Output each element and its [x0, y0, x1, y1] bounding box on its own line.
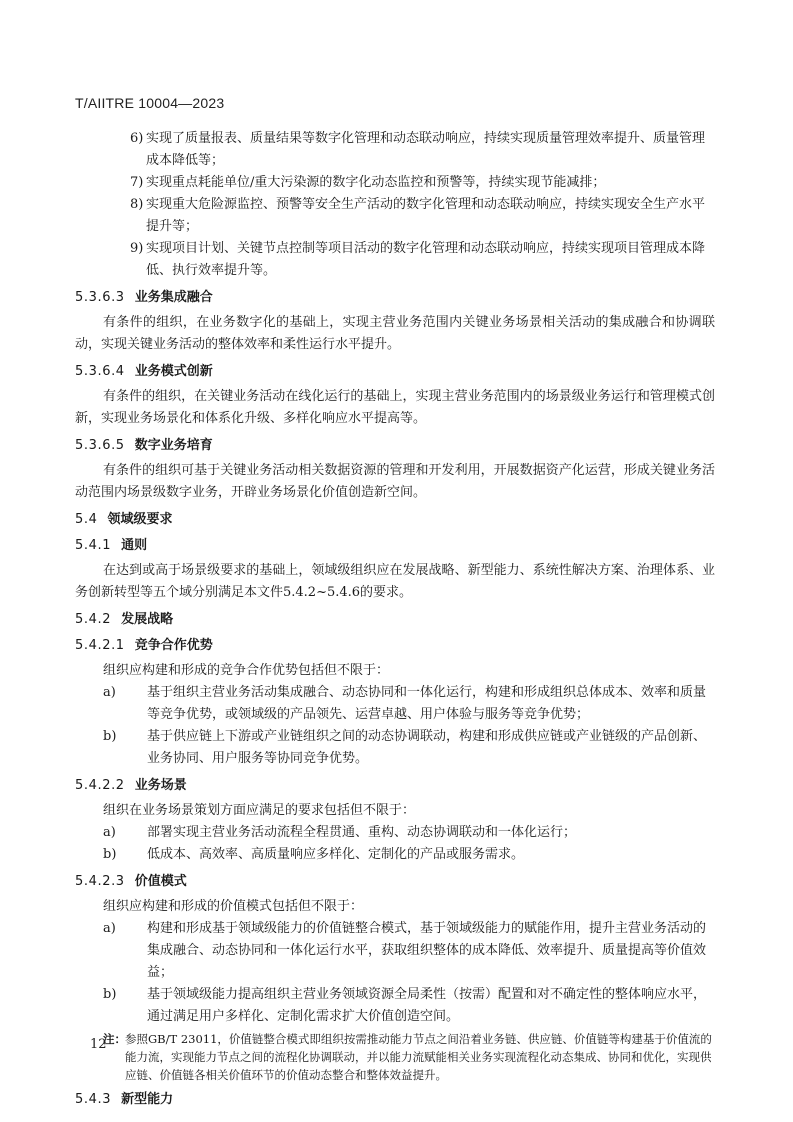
body-paragraph: 有条件的组织可基于关键业务活动相关数据资源的管理和开发利用，开展数据资产化运营，形成关键业务活动范围内场景级数字业务，开辟业务场景化价值创造新空间。	[75, 463, 715, 500]
list-item	[75, 822, 715, 844]
list-item	[75, 984, 715, 1028]
section-number: 5.4.2.1	[75, 638, 125, 653]
list-item-text: 基于组织主营业务活动集成融合、动态协同和一体化运行，构建和形成组织总体成本、效率和质量等竞争优势，或领域级的产品领先、运营卓越、用户体验与服务等竞争优势；	[147, 685, 707, 722]
list-item-text: 部署实现主营业务活动流程全程贯通、重构、动态协调联动和一体化运行；	[147, 825, 577, 840]
page-number: 12	[90, 1037, 107, 1052]
body-paragraph: 在达到或高于场景级要求的基础上，领域级组织应在发展战略、新型能力、系统性解决方案、治理体系、业务创新转型等五个域分别满足本文件5.4.2~5.4.6的要求。	[75, 563, 715, 600]
section-title: 新型能力	[121, 1092, 174, 1107]
list-lead-in: 组织在业务场景策划方面应满足的要求包括但不限于：	[103, 803, 416, 818]
section-heading-5-3-6-5	[75, 436, 715, 456]
list-marker: a)	[103, 685, 116, 700]
list-item	[75, 844, 715, 866]
section-heading-5-4-2-2	[75, 776, 715, 796]
section-heading-5-4-2-1	[75, 636, 715, 656]
section-number: 5.4.2.3	[75, 874, 125, 889]
section-number: 5.3.6.4	[75, 364, 125, 379]
list-item	[75, 194, 715, 238]
list-item-text: 构建和形成基于领域级能力的价值链整合模式，基于领域级能力的赋能作用，提升主营业务活动的集成融合、动态协同和一体化运行水平，获取组织整体的成本降低、效率提升、质量提高等价值效益；	[147, 921, 707, 980]
list-item	[75, 918, 715, 984]
list-marker: b)	[103, 847, 117, 862]
list-marker: 8)	[130, 197, 144, 212]
section-title: 发展战略	[121, 612, 174, 627]
section-title: 业务集成融合	[134, 290, 213, 305]
section-heading-5-4-2-3	[75, 872, 715, 892]
section-title: 通则	[121, 538, 148, 553]
page-content	[75, 128, 715, 1114]
list-item	[75, 128, 715, 172]
list-marker: a)	[103, 825, 116, 840]
list-item	[75, 172, 715, 194]
section-number: 5.4.2.2	[75, 778, 125, 793]
section-title: 业务场景	[134, 778, 187, 793]
list-item-text: 低成本、高效率、高质量响应多样化、定制化的产品或服务需求。	[147, 847, 525, 862]
list-item	[75, 238, 715, 282]
section-title: 竞争合作优势	[134, 638, 213, 653]
list-item-text: 实现重点耗能单位/重大污染源的数字化动态监控和预警等，持续实现节能减排；	[146, 175, 606, 190]
list-item-text: 实现了质量报表、质量结果等数字化管理和动态联动响应，持续实现质量管理效率提升、质量管理成本降低等；	[146, 131, 706, 168]
section-title: 领域级要求	[107, 512, 173, 527]
section-number: 5.4.2	[75, 612, 112, 627]
section-number: 5.4.3	[75, 1092, 112, 1107]
list-item-text: 实现项目计划、关键节点控制等项目活动的数字化管理和动态联动响应，持续实现项目管理成本降低、执行效率提升等。	[146, 241, 706, 278]
list-item	[75, 726, 715, 770]
list-lead-in: 组织应构建和形成的竞争合作优势包括但不限于：	[103, 663, 390, 678]
body-paragraph: 有条件的组织，在关键业务活动在线化运行的基础上，实现主营业务范围内的场景级业务运行和管理模式创新，实现业务场景化和体系化升级、多样化响应水平提高等。	[75, 389, 715, 426]
section-heading-5-4-1	[75, 536, 715, 556]
note-label: 注：	[103, 1032, 126, 1046]
list-marker: b)	[103, 987, 117, 1002]
section-number: 5.3.6.3	[75, 290, 125, 305]
list-marker: 9)	[130, 241, 144, 256]
document-id-header: T/AIITRE 10004—2023	[75, 95, 225, 111]
list-item-text: 实现重大危险源监控、预警等安全生产活动的数字化管理和动态联动响应，持续实现安全生产水平提升等；	[146, 197, 706, 234]
list-item-text: 基于供应链上下游或产业链组织之间的动态协调联动，构建和形成供应链或产业链级的产品创新、业务协同、用户服务等协同竞争优势。	[147, 729, 707, 766]
section-title: 价值模式	[134, 874, 187, 889]
body-paragraph: 有条件的组织，在业务数字化的基础上，实现主营业务范围内关键业务场景相关活动的集成融合和协调联动，实现关键业务活动的整体效率和柔性运行水平提升。	[75, 315, 715, 352]
section-number: 5.4.1	[75, 538, 112, 553]
section-heading-5-4-3	[75, 1090, 715, 1110]
section-heading-5-4-2	[75, 610, 715, 630]
list-marker: 6)	[130, 131, 144, 146]
section-heading-5-3-6-4	[75, 362, 715, 382]
section-title: 数字业务培育	[134, 438, 213, 453]
list-marker: b)	[103, 729, 117, 744]
list-item	[75, 682, 715, 726]
list-item-text: 基于领域级能力提高组织主营业务领域资源全局柔性（按需）配置和对不确定性的整体响应水平，通过满足用户多样化、定制化需求扩大价值创造空间。	[147, 987, 707, 1024]
list-lead-in: 组织应构建和形成的价值模式包括但不限于：	[103, 899, 364, 914]
note	[75, 1030, 715, 1084]
list-marker: a)	[103, 921, 116, 936]
section-heading-5-3-6-3	[75, 288, 715, 308]
list-marker: 7)	[130, 175, 144, 190]
section-title: 业务模式创新	[134, 364, 213, 379]
section-heading-5-4	[75, 510, 715, 530]
note-text: 参照GB/T 23011，价值链整合模式即组织按需推动能力节点之间沿着业务链、供应链、价值链等构建基于价值流的能力流，实现能力节点之间的流程化协调联动，并以能力流赋能相关业务实现流程化动态集成、协同和优化，实现供应链、价值链各相关价值环节的价值动态整合和整体效益提升。	[125, 1032, 712, 1082]
section-number: 5.4	[75, 512, 98, 527]
section-number: 5.3.6.5	[75, 438, 125, 453]
